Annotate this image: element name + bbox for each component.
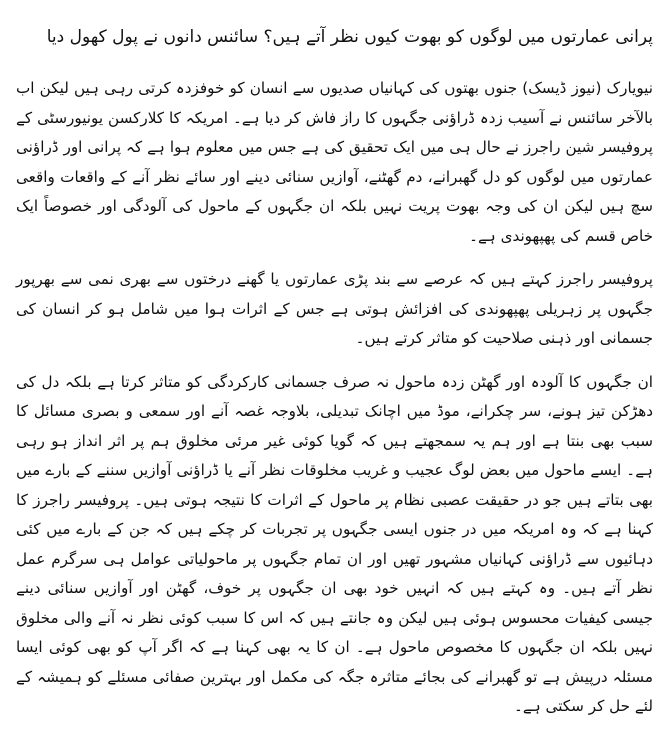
article-paragraph-3: ان جگہوں کا آلودہ اور گھٹن زدہ ماحول نہ صرف جسمانی کارکردگی کو متاثر کرتا ہے بلکہ دل کی دھڑکن تیز ہونے، سر چکرانے، موڈ میں اچانک تبدیلی، بلاوجہ غصہ آنے اور سمعی و بصری مسائل کا سبب بھی بنتا ہے اور ہم یہ سمجھتے ہیں کہ گویا کوئی غیر مرئی مخلوق ہم پر اثر انداز ہو رہی ہے۔ ایسے ماحول میں بعض لوگ عجیب و غریب مخلوقات نظر آنے یا ڈراؤنی آوازیں سننے کے بارے میں بھی بتاتے ہیں جو در حقیقت عصبی نظام پر ماحول کے اثرات کا نتیجہ ہوتی ہیں۔ پروفیسر راجرز کا کہنا ہے کہ وہ امریکہ میں در جنوں ایسی جگہوں پر تجربات کر چکے ہیں کہ جن کے بارے میں کئی دہائیوں سے ڈراؤنی کہانیاں مشہور تھیں اور ان تمام جگہوں پر ماحولیاتی عوامل ہی سرگرم عمل نظر آتے ہیں۔ وہ کہتے ہیں کہ انہیں خود بھی ان جگہوں پر خوف، گھٹن اور آوازیں سنائی دینے جیسی کیفیات محسوس ہوئی ہیں لیکن وہ جانتے ہیں کہ اس کا سبب کوئی نظر نہ آنے والی مخلوق نہیں بلکہ ان جگہوں کا مخصوص ماحول ہے۔ ان کا یہ بھی کہنا ہے کہ اگر آپ کو بھی کوئی ایسا مسئلہ درپیش ہے تو گھبرانے کی بجائے متاثرہ جگہ کی مکمل اور بہترین صفائی مسئلے کو ہمیشہ کے لئے حل کر سکتی ہے۔: [16, 372, 653, 715]
article-paragraph-1: نیویارک (نیوز ڈیسک) جنوں بھتوں کی کہانیاں صدیوں سے انسان کو خوفزدہ کرتی رہی ہیں لیکن اب بالآخر سائنس نے آسیب زدہ ڈراؤنی جگہوں کا راز فاش کر دیا ہے۔ امریکہ کا کلارکسن یونیورسٹی کے پروفیسر شین راجرز نے حال ہی میں ایک تحقیق کی ہے جس میں معلوم ہوا ہے کہ پرانی اور ڈراؤنی عمارتوں میں لوگوں کو دل گھبرانے، دم گھٹنے، آوازیں سنائی دینے اور سائے نظر آنے کے واقعات واقعی سچ ہیں لیکن ان کی وجہ بھوت پریت نہیں بلکہ ان جگہوں کے ماحول کی آلودگی اور خصوصاً ایک خاص قسم کی پھپھوندی ہے۔: [16, 79, 653, 245]
article-headline: پرانی عمارتوں میں لوگوں کو بھوت کیوں نظر آتے ہیں؟ سائنس دانوں نے پول کھول دیا: [46, 27, 653, 47]
article-paragraph-2: پروفیسر راجرز کہتے ہیں کہ عرصے سے بند پڑی عمارتوں یا گھنے درختوں سے بھری نمی سے بھرپور جگہوں پر زہریلی پھپھوندی کی افزائش ہوتی ہے جس کے اثرات ہوا میں شامل ہو کر انسان کی جسمانی اور ذہنی صلاحیت کو متاثر کرتے ہیں۔: [16, 270, 653, 347]
news-article: [16, 8, 653, 736]
